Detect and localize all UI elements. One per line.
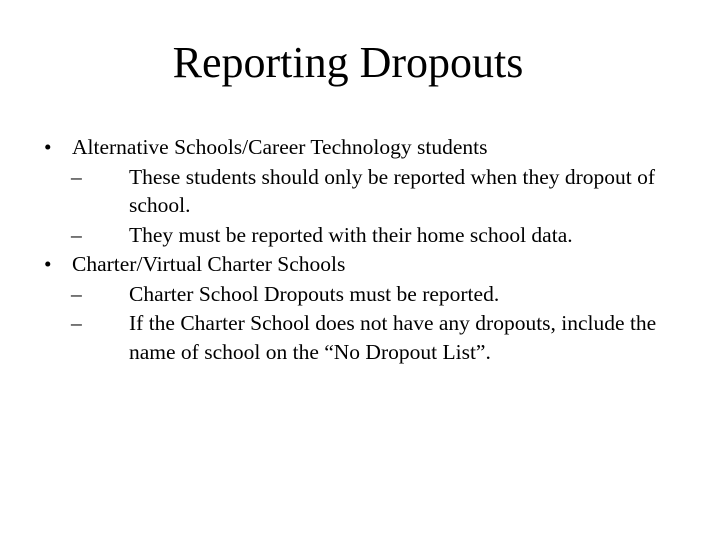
dash-marker: –: [71, 164, 82, 189]
bullet-item: [44, 250, 684, 279]
slide-title: Reporting Dropouts: [172, 38, 524, 87]
sub-bullet-item: [71, 221, 684, 250]
sub-bullet-item: [71, 280, 684, 309]
sub-bullet-item: [71, 309, 684, 366]
bullet-dot: •: [44, 252, 52, 276]
sub-bullet-text: These students should only be reported when they dropout of school.: [129, 164, 656, 217]
sub-bullet-text: Charter School Dropouts must be reported.: [129, 281, 500, 306]
sub-bullet-item: [71, 163, 684, 220]
dash-marker: –: [71, 222, 82, 247]
bullet-item: [44, 133, 684, 162]
bullet-dot: •: [44, 135, 52, 159]
sub-bullet-text: They must be reported with their home school data.: [129, 222, 573, 247]
bullet-text: Alternative Schools/Career Technology students: [72, 135, 488, 159]
dash-marker: –: [71, 311, 82, 335]
bullet-text: Charter/Virtual Charter Schools: [72, 252, 346, 276]
dash-marker: –: [71, 281, 82, 306]
slide-body: [44, 132, 684, 366]
sub-bullet-text: If the Charter School does not have any dropouts, include the name of school on the “No Dropout List”.: [129, 311, 657, 364]
